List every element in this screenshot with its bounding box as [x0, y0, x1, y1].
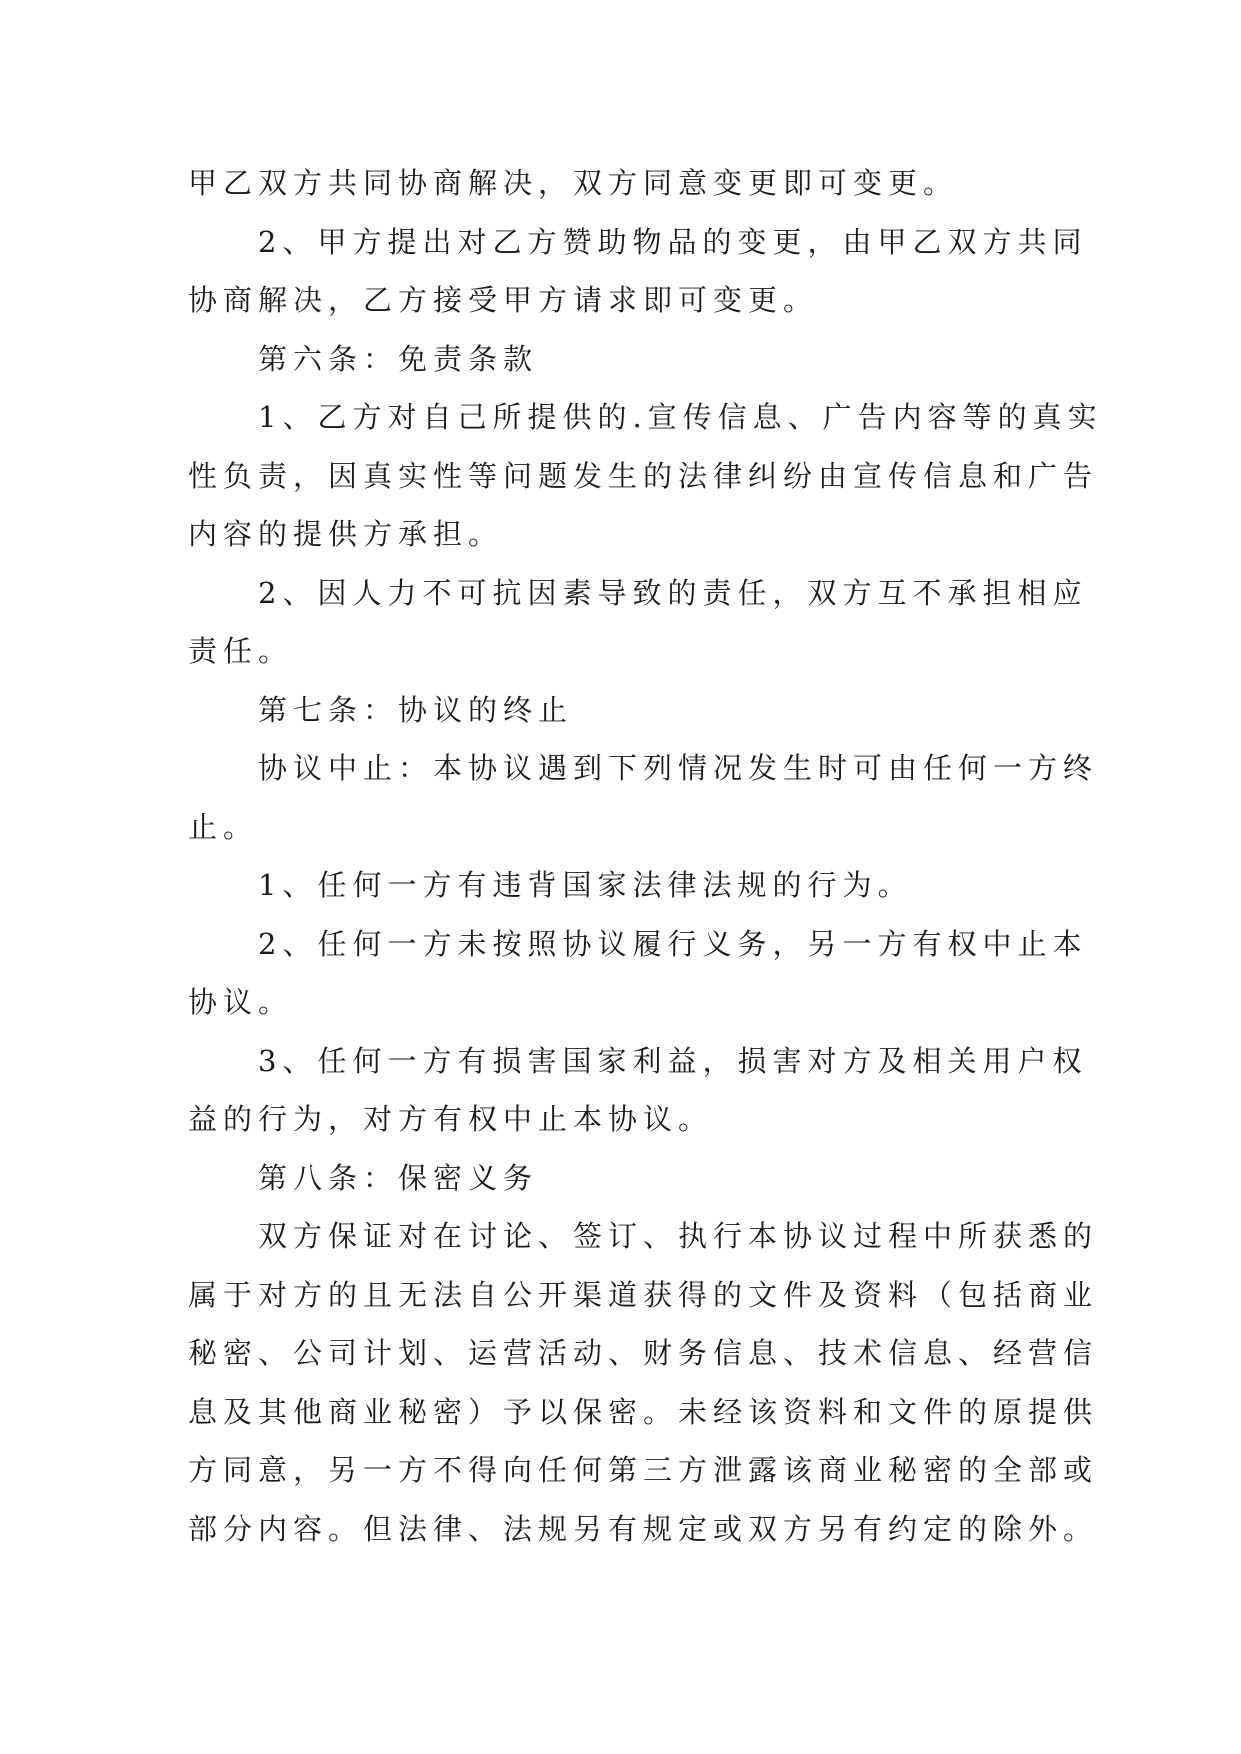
text-line: 属于对方的且无法自公开渠道获得的文件及资料（包括商业	[188, 1277, 1099, 1312]
text-line: 2、因人力不可抗因素导致的责任，双方互不承担相应	[258, 575, 1088, 610]
section-heading-7: 第七条：协议的终止	[258, 692, 574, 727]
text-line: 协议。	[188, 985, 294, 1019]
text-line: 协商解决，乙方接受甲方请求即可变更。	[188, 283, 819, 317]
text-line: 协议中止：本协议遇到下列情况发生时可由任何一方终	[258, 751, 1099, 785]
text-line: 双方保证对在讨论、签订、执行本协议过程中所获悉的	[258, 1219, 1099, 1253]
document-body	[188, 154, 1103, 1558]
text-line: 责任。	[188, 634, 294, 668]
text-line: 方同意，另一方不得向任何第三方泄露该商业秘密的全部或	[188, 1453, 1099, 1487]
text-line: 2、甲方提出对乙方赞助物品的变更，由甲乙双方共同	[258, 224, 1088, 259]
text-line: 息及其他商业秘密）予以保密。未经该资料和文件的原提供	[188, 1394, 1099, 1429]
text-line: 1、乙方对自己所提供的.宣传信息、广告内容等的真实	[258, 400, 1103, 434]
text-line: 2、任何一方未按照协议履行义务，另一方有权中止本	[258, 926, 1088, 961]
text-line: 止。	[188, 809, 259, 844]
text-line: 部分内容。但法律、法规另有规定或双方另有约定的除外。	[188, 1511, 1099, 1546]
text-line: 益的行为，对方有权中止本协议。	[188, 1102, 714, 1136]
section-heading-8: 第八条：保密义务	[258, 1160, 539, 1195]
text-line: 甲乙双方共同协商解决，双方同意变更即可变更。	[188, 166, 959, 200]
text-line: 秘密、公司计划、运营活动、财务信息、技术信息、经营信	[188, 1336, 1099, 1370]
text-line: 性负责，因真实性等问题发生的法律纠纷由宣传信息和广告	[188, 458, 1099, 493]
text-line: 3、任何一方有损害国家利益，损害对方及相关用户权	[258, 1043, 1088, 1078]
section-heading-6: 第六条：免责条款	[258, 341, 539, 376]
text-line: 内容的提供方承担。	[188, 517, 504, 551]
text-line: 1、任何一方有违背国家法律法规的行为。	[258, 868, 913, 902]
